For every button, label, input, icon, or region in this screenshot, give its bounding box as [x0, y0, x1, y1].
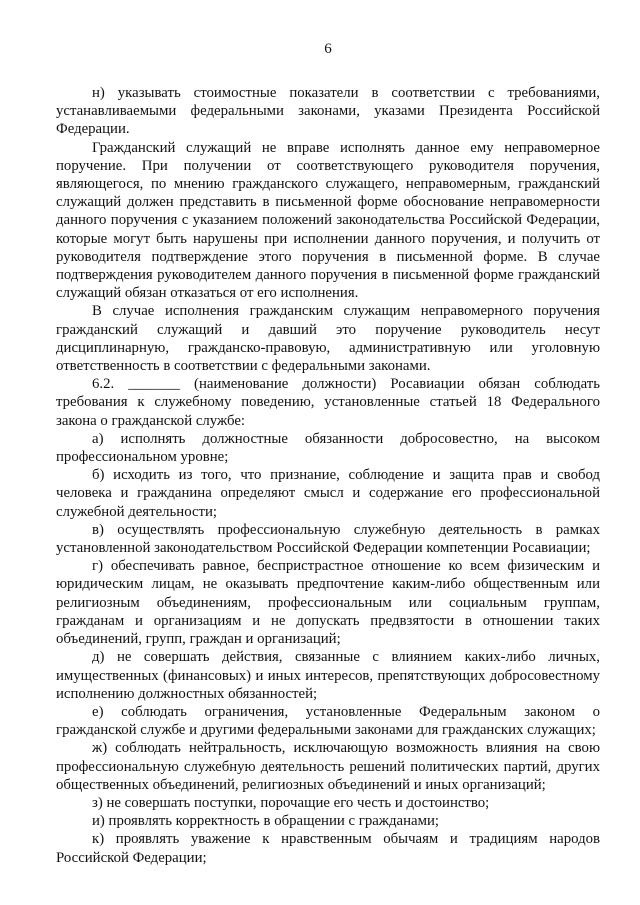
list-item-g: г) обеспечивать равное, беспристрастное отношение ко всем физическим и юридическим лицам, не оказывать предпочтение каким-либо общественным или религиозным объединениям, профессиональным или социальным группам, гражданам и организациям и не допускать предвзятости в отношении таких объединений, групп, граждан и организаций;	[56, 558, 600, 648]
list-item-zh: ж) соблюдать нейтральность, исключающую возможность влияния на свою профессиональную служебную деятельность решений политических партий, других общественных объединений, религиозных объединений и иных организаций;	[56, 740, 600, 793]
list-item-e: е) соблюдать ограничения, установленные Федеральным законом о гражданской службе и другими федеральными законами для гражданских служащих;	[56, 703, 600, 739]
list-item-k: к) проявлять уважение к нравственным обычаям и традициям народов Российской Федерации;	[56, 831, 600, 866]
list-item-v: в) осуществлять профессиональную служебную деятельность в рамках установленной законодательством Российской Федерации компетенции Росавиации;	[56, 521, 600, 557]
document-body	[56, 84, 600, 867]
paragraph-responsibility: В случае исполнения гражданским служащим неправомерного поручения гражданский служащий и давший это поручение руководитель несут дисциплинарную, гражданско-правовую, административную или уголовную ответственность в соответствии с федеральными законами.	[56, 303, 600, 375]
list-item-z: з) не совершать поступки, порочащие его честь и достоинство;	[92, 794, 490, 811]
list-item-i: и) проявлять корректность в обращении с гражданами;	[92, 813, 440, 830]
page-number: 6	[324, 41, 332, 57]
list-item-d: д) не совершать действия, связанные с влиянием каких-либо личных, имущественных (финансовых) и иных интересов, препятствующих добросовестному исполнению должностных обязанностей;	[56, 649, 600, 702]
paragraph-item-n: н) указывать стоимостные показатели в соответствии с требованиями, устанавливаемыми федеральными законами, указами Президента Российской Федерации.	[56, 85, 600, 138]
list-item-b: б) исходить из того, что признание, соблюдение и защита прав и свобод человека и гражданина определяют смысл и содержание его профессиональной служебной деятельности;	[56, 467, 600, 520]
paragraph-unlawful-order: Гражданский служащий не вправе исполнять данное ему неправомерное поручение. При получении от соответствующего руководителя поручения, являющегося, по мнению гражданского служащего, неправомерным, гражданский служащий должен представить в письменной форме обоснование неправомерности данного поручения с указанием положений законодательства Российской Федерации, которые могут быть нарушены при исполнении данного поручения, и получить от руководителя подтверждение этого поручения в письменной форме. В случае подтверждения руководителем данного поручения в письменной форме гражданский служащий обязан отказаться от его исполнения.	[56, 139, 600, 302]
paragraph-section-6-2: 6.2. _______ (наименование должности) Росавиации обязан соблюдать требования к служебному поведению, установленные статьей 18 Федерального закона о гражданской службе:	[56, 376, 600, 429]
list-item-a: а) исполнять должностные обязанности добросовестно, на высоком профессиональном уровне;	[56, 430, 600, 466]
